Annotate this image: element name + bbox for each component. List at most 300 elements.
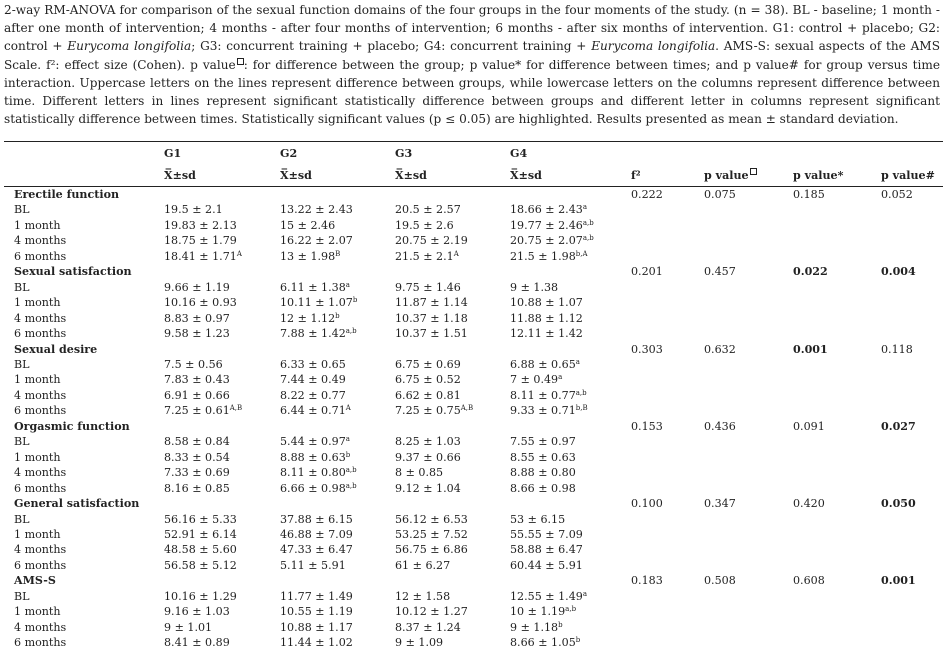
empty-cell bbox=[395, 342, 510, 357]
time-label: BL bbox=[14, 435, 30, 449]
value-cell bbox=[280, 372, 395, 387]
value-cell bbox=[164, 311, 280, 326]
header-stat: X̅±sd bbox=[280, 164, 395, 187]
empty-cell bbox=[510, 496, 631, 511]
value-cell bbox=[164, 527, 280, 542]
empty-cell bbox=[704, 372, 793, 387]
value-cell bbox=[510, 604, 631, 619]
empty-cell bbox=[881, 465, 943, 480]
empty-cell bbox=[631, 434, 704, 449]
empty-cell bbox=[793, 434, 881, 449]
mean-sd: 56.75 ± 6.86 bbox=[395, 543, 468, 557]
value-cell bbox=[164, 388, 280, 403]
value-cell bbox=[280, 512, 395, 527]
empty-cell bbox=[793, 635, 881, 650]
table-row bbox=[4, 604, 943, 619]
mean-sd: 10.37 ± 1.51 bbox=[395, 327, 468, 341]
value-cell bbox=[510, 218, 631, 233]
mean-sd: 55.55 ± 7.09 bbox=[510, 527, 583, 541]
mean-sd: 8.16 ± 0.85 bbox=[164, 481, 230, 495]
header-stat: X̅±sd bbox=[510, 164, 631, 187]
value-cell bbox=[510, 388, 631, 403]
value-cell bbox=[280, 481, 395, 496]
value-cell bbox=[280, 311, 395, 326]
empty-cell bbox=[164, 187, 280, 203]
significance-letter: b bbox=[352, 296, 358, 305]
mean-sd: 7.33 ± 0.69 bbox=[164, 466, 230, 480]
time-label: 6 months bbox=[14, 481, 67, 495]
empty-cell bbox=[631, 326, 704, 341]
empty-cell bbox=[704, 558, 793, 573]
p-time-value: 0.185 bbox=[793, 188, 825, 201]
mean-sd: 10.16 ± 1.29 bbox=[164, 589, 237, 603]
time-label: BL bbox=[14, 203, 30, 217]
significance-letter: a bbox=[345, 280, 350, 289]
empty-cell bbox=[793, 326, 881, 341]
value-cell bbox=[510, 465, 631, 480]
empty-cell bbox=[704, 218, 793, 233]
mean-sd: 10.55 ± 1.19 bbox=[280, 605, 353, 619]
header-p-interaction: p value# bbox=[881, 164, 943, 187]
mean-sd: 53.25 ± 7.52 bbox=[395, 527, 468, 541]
empty-cell bbox=[631, 635, 704, 650]
significance-letter: b,A bbox=[575, 249, 588, 258]
mean-sd: 9.16 ± 1.03 bbox=[164, 605, 230, 619]
empty-cell bbox=[631, 589, 704, 604]
value-cell bbox=[164, 218, 280, 233]
significance-letter: b bbox=[335, 311, 340, 320]
empty-cell bbox=[881, 589, 943, 604]
significance-letter: a,b bbox=[565, 605, 577, 614]
empty-cell bbox=[793, 280, 881, 295]
empty-cell bbox=[631, 388, 704, 403]
mean-sd: 47.33 ± 6.47 bbox=[280, 543, 353, 557]
mean-sd: 16.22 ± 2.07 bbox=[280, 234, 353, 248]
value-cell bbox=[164, 450, 280, 465]
significance-letter: a,b bbox=[345, 327, 357, 336]
mean-sd: 6.33 ± 0.65 bbox=[280, 357, 346, 371]
value-cell bbox=[164, 512, 280, 527]
empty-cell bbox=[704, 604, 793, 619]
value-cell bbox=[510, 542, 631, 557]
value-cell bbox=[395, 604, 510, 619]
value-cell bbox=[395, 481, 510, 496]
effect-size-value: 0.222 bbox=[631, 188, 663, 201]
value-cell bbox=[395, 434, 510, 449]
mean-sd: 9 ± 1.38 bbox=[510, 280, 559, 294]
empty-cell bbox=[395, 573, 510, 588]
empty-cell bbox=[164, 419, 280, 434]
value-cell bbox=[510, 635, 631, 650]
mean-sd: 46.88 ± 7.09 bbox=[280, 527, 353, 541]
value-cell bbox=[164, 202, 280, 217]
empty-cell bbox=[793, 589, 881, 604]
domain-name: General satisfaction bbox=[14, 497, 140, 511]
value-cell bbox=[395, 357, 510, 372]
significance-letter: a bbox=[582, 589, 587, 598]
domain-row bbox=[4, 419, 943, 434]
table-row bbox=[4, 311, 943, 326]
empty-cell bbox=[793, 202, 881, 217]
empty-cell bbox=[881, 202, 943, 217]
value-cell bbox=[280, 202, 395, 217]
empty-cell bbox=[793, 233, 881, 248]
time-label: BL bbox=[14, 512, 30, 526]
table-row bbox=[4, 481, 943, 496]
value-cell bbox=[280, 249, 395, 264]
table-row bbox=[4, 372, 943, 387]
mean-sd: 13 ± 1.98 bbox=[280, 249, 336, 263]
p-interaction-value: 0.052 bbox=[881, 188, 913, 201]
value-cell bbox=[164, 604, 280, 619]
empty-cell bbox=[631, 295, 704, 310]
value-cell bbox=[395, 635, 510, 650]
significance-letter: b bbox=[345, 450, 351, 459]
mean-sd: 5.11 ± 5.91 bbox=[280, 558, 346, 572]
value-cell bbox=[395, 465, 510, 480]
value-cell bbox=[164, 326, 280, 341]
empty-cell bbox=[793, 311, 881, 326]
mean-sd: 10.12 ± 1.27 bbox=[395, 605, 468, 619]
empty-cell bbox=[793, 604, 881, 619]
empty-cell bbox=[631, 542, 704, 557]
empty-cell bbox=[793, 450, 881, 465]
mean-sd: 9.33 ± 0.71 bbox=[510, 404, 576, 418]
empty-cell bbox=[164, 573, 280, 588]
mean-sd: 61 ± 6.27 bbox=[395, 558, 451, 572]
value-cell bbox=[280, 326, 395, 341]
caption-text: ; G3: concurrent training + placebo; G4: concurrent training + bbox=[191, 39, 592, 54]
empty-cell bbox=[881, 635, 943, 650]
time-label: 1 month bbox=[14, 218, 61, 232]
mean-sd: 11.88 ± 1.12 bbox=[510, 311, 583, 325]
header-stat: X̅±sd bbox=[395, 164, 510, 187]
value-cell bbox=[280, 450, 395, 465]
empty-cell bbox=[631, 202, 704, 217]
p-time-value: 0.091 bbox=[793, 419, 825, 433]
mean-sd: 11.77 ± 1.49 bbox=[280, 589, 353, 603]
empty-cell bbox=[704, 311, 793, 326]
mean-sd: 53 ± 6.15 bbox=[510, 512, 566, 526]
mean-sd: 20.5 ± 2.57 bbox=[395, 203, 461, 217]
empty-cell bbox=[881, 372, 943, 387]
time-label: 1 month bbox=[14, 296, 61, 310]
empty-cell bbox=[704, 388, 793, 403]
mean-sd: 8.33 ± 0.54 bbox=[164, 450, 230, 464]
table-caption bbox=[4, 1, 940, 128]
mean-sd: 7.25 ± 0.75 bbox=[395, 404, 461, 418]
mean-sd: 7.88 ± 1.42 bbox=[280, 327, 346, 341]
domain-row bbox=[4, 496, 943, 511]
table-row bbox=[4, 249, 943, 264]
value-cell bbox=[164, 635, 280, 650]
p-interaction-value: 0.027 bbox=[881, 419, 916, 433]
table-row bbox=[4, 512, 943, 527]
significance-letter: A,B bbox=[460, 404, 474, 413]
mean-sd: 7.5 ± 0.56 bbox=[164, 357, 223, 371]
value-cell bbox=[280, 620, 395, 635]
mean-sd: 12.11 ± 1.42 bbox=[510, 327, 583, 341]
empty-cell bbox=[631, 372, 704, 387]
empty-cell bbox=[793, 295, 881, 310]
empty-cell bbox=[704, 512, 793, 527]
empty-cell bbox=[704, 434, 793, 449]
header-group-g1: G1 bbox=[164, 142, 280, 165]
value-cell bbox=[280, 434, 395, 449]
time-label: 6 months bbox=[14, 404, 67, 418]
empty-cell bbox=[704, 295, 793, 310]
mean-sd: 10.88 ± 1.07 bbox=[510, 296, 583, 310]
p-interaction-value: 0.118 bbox=[881, 342, 913, 356]
empty-cell bbox=[631, 218, 704, 233]
empty-cell bbox=[704, 542, 793, 557]
value-cell bbox=[510, 527, 631, 542]
value-cell bbox=[510, 311, 631, 326]
domain-name: Sexual desire bbox=[14, 342, 98, 356]
mean-sd: 10.88 ± 1.17 bbox=[280, 620, 353, 634]
mean-sd: 12 ± 1.12 bbox=[280, 311, 336, 325]
mean-sd: 19.77 ± 2.46 bbox=[510, 218, 583, 232]
header-group-g2: G2 bbox=[280, 142, 395, 165]
empty-cell bbox=[793, 372, 881, 387]
p-interaction-value: 0.004 bbox=[881, 265, 916, 279]
mean-sd: 11.87 ± 1.14 bbox=[395, 296, 468, 310]
empty-cell bbox=[793, 388, 881, 403]
value-cell bbox=[164, 542, 280, 557]
caption-species: Eurycoma longifolia bbox=[591, 39, 716, 54]
mean-sd: 10 ± 1.19 bbox=[510, 605, 566, 619]
empty-cell bbox=[881, 326, 943, 341]
mean-sd: 8.58 ± 0.84 bbox=[164, 435, 230, 449]
time-label: 6 months bbox=[14, 636, 67, 650]
empty-cell bbox=[704, 527, 793, 542]
empty-cell bbox=[280, 419, 395, 434]
empty-cell bbox=[881, 558, 943, 573]
significance-letter: B bbox=[335, 249, 341, 258]
significance-letter: a,b bbox=[345, 481, 357, 490]
empty-cell bbox=[881, 604, 943, 619]
mean-sd: 56.12 ± 6.53 bbox=[395, 512, 468, 526]
mean-sd: 19.83 ± 2.13 bbox=[164, 218, 237, 232]
value-cell bbox=[395, 403, 510, 418]
empty-cell bbox=[631, 233, 704, 248]
empty-cell bbox=[704, 202, 793, 217]
value-cell bbox=[164, 249, 280, 264]
empty-cell bbox=[395, 264, 510, 279]
empty-cell bbox=[631, 450, 704, 465]
p-group-value: 0.075 bbox=[704, 188, 736, 201]
table-row bbox=[4, 357, 943, 372]
empty-cell bbox=[793, 357, 881, 372]
empty-cell bbox=[881, 218, 943, 233]
empty-cell bbox=[631, 280, 704, 295]
time-label: 4 months bbox=[14, 388, 67, 402]
time-label: 4 months bbox=[14, 620, 67, 634]
value-cell bbox=[510, 357, 631, 372]
value-cell bbox=[164, 403, 280, 418]
significance-letter: a,b bbox=[575, 388, 587, 397]
value-cell bbox=[395, 388, 510, 403]
mean-sd: 56.58 ± 5.12 bbox=[164, 558, 237, 572]
mean-sd: 6.44 ± 0.71 bbox=[280, 404, 346, 418]
value-cell bbox=[280, 280, 395, 295]
significance-letter: b,B bbox=[575, 404, 588, 413]
mean-sd: 60.44 ± 5.91 bbox=[510, 558, 583, 572]
p-time-value: 0.420 bbox=[793, 497, 825, 511]
mean-sd: 7.83 ± 0.43 bbox=[164, 373, 230, 387]
value-cell bbox=[280, 635, 395, 650]
value-cell bbox=[164, 280, 280, 295]
mean-sd: 9 ± 1.01 bbox=[164, 620, 213, 634]
empty-cell bbox=[631, 249, 704, 264]
mean-sd: 21.5 ± 2.1 bbox=[395, 249, 454, 263]
mean-sd: 9 ± 1.18 bbox=[510, 620, 559, 634]
value-cell bbox=[164, 357, 280, 372]
value-cell bbox=[510, 589, 631, 604]
empty-cell bbox=[793, 542, 881, 557]
empty-cell bbox=[881, 233, 943, 248]
p-group-value: 0.347 bbox=[704, 497, 736, 511]
results-table bbox=[4, 141, 943, 651]
empty-cell bbox=[704, 481, 793, 496]
effect-size-value: 0.303 bbox=[631, 342, 663, 356]
domain-name: Orgasmic function bbox=[14, 419, 130, 433]
empty-cell bbox=[631, 558, 704, 573]
header-stat: X̅±sd bbox=[164, 164, 280, 187]
square-symbol-icon bbox=[237, 58, 244, 65]
empty-cell bbox=[510, 573, 631, 588]
value-cell bbox=[280, 388, 395, 403]
empty-cell bbox=[704, 403, 793, 418]
value-cell bbox=[510, 481, 631, 496]
mean-sd: 6.75 ± 0.52 bbox=[395, 373, 461, 387]
empty-cell bbox=[881, 357, 943, 372]
time-label: BL bbox=[14, 589, 30, 603]
empty-cell bbox=[793, 481, 881, 496]
time-label: 6 months bbox=[14, 249, 67, 263]
mean-sd: 18.41 ± 1.71 bbox=[164, 249, 237, 263]
value-cell bbox=[280, 403, 395, 418]
p-group-value: 0.508 bbox=[704, 574, 736, 588]
empty-cell bbox=[395, 419, 510, 434]
empty-cell bbox=[793, 218, 881, 233]
mean-sd: 9.58 ± 1.23 bbox=[164, 327, 230, 341]
square-symbol-icon bbox=[750, 168, 757, 175]
value-cell bbox=[280, 465, 395, 480]
empty-cell bbox=[793, 512, 881, 527]
empty-cell bbox=[631, 512, 704, 527]
mean-sd: 8.88 ± 0.63 bbox=[280, 450, 346, 464]
value-cell bbox=[395, 202, 510, 217]
mean-sd: 6.11 ± 1.38 bbox=[280, 280, 346, 294]
effect-size-value: 0.183 bbox=[631, 574, 663, 588]
caption-text: 2-way RM-ANOVA for comparison of the sexual function domains of the four groups in the four moments of the study. (n = 38). BL - baseline; 1 month - after one month of intervention; 4 months - after four months of intervention; 6 months - after six months of intervention. G1: control + placebo; G2: control + bbox=[4, 3, 940, 54]
empty-cell bbox=[510, 264, 631, 279]
value-cell bbox=[164, 372, 280, 387]
caption-text: . AMS-S: sexual aspects of the AMS Scale. f²: effect size (Cohen). p value bbox=[4, 39, 940, 72]
table-row bbox=[4, 295, 943, 310]
mean-sd: 10.16 ± 0.93 bbox=[164, 296, 237, 310]
mean-sd: 8.55 ± 0.63 bbox=[510, 450, 576, 464]
empty-cell bbox=[881, 434, 943, 449]
time-label: 4 months bbox=[14, 311, 67, 325]
mean-sd: 8 ± 0.85 bbox=[395, 466, 444, 480]
value-cell bbox=[395, 542, 510, 557]
significance-letter: b bbox=[558, 620, 563, 629]
mean-sd: 9.75 ± 1.46 bbox=[395, 280, 461, 294]
mean-sd: 9.12 ± 1.04 bbox=[395, 481, 461, 495]
mean-sd: 9.37 ± 0.66 bbox=[395, 450, 461, 464]
significance-letter: a,b bbox=[345, 466, 357, 475]
mean-sd: 6.62 ± 0.81 bbox=[395, 388, 461, 402]
empty-cell bbox=[510, 187, 631, 203]
empty-cell bbox=[793, 249, 881, 264]
domain-row bbox=[4, 342, 943, 357]
value-cell bbox=[510, 295, 631, 310]
header-p-group: p value bbox=[704, 164, 793, 187]
value-cell bbox=[395, 326, 510, 341]
empty-cell bbox=[881, 280, 943, 295]
empty-cell bbox=[704, 589, 793, 604]
value-cell bbox=[395, 249, 510, 264]
empty-cell bbox=[395, 187, 510, 203]
empty-cell bbox=[280, 342, 395, 357]
significance-letter: a bbox=[582, 203, 587, 212]
mean-sd: 9 ± 1.09 bbox=[395, 636, 444, 650]
value-cell bbox=[280, 527, 395, 542]
empty-cell bbox=[881, 512, 943, 527]
empty-cell bbox=[280, 264, 395, 279]
value-cell bbox=[280, 295, 395, 310]
table-row bbox=[4, 388, 943, 403]
mean-sd: 13.22 ± 2.43 bbox=[280, 203, 353, 217]
mean-sd: 12.55 ± 1.49 bbox=[510, 589, 583, 603]
mean-sd: 10.11 ± 1.07 bbox=[280, 296, 353, 310]
mean-sd: 7.25 ± 0.61 bbox=[164, 404, 230, 418]
mean-sd: 8.11 ± 0.77 bbox=[510, 388, 576, 402]
mean-sd: 48.58 ± 5.60 bbox=[164, 543, 237, 557]
mean-sd: 6.75 ± 0.69 bbox=[395, 357, 461, 371]
significance-letter: a bbox=[558, 373, 563, 382]
empty-cell bbox=[704, 635, 793, 650]
domain-row bbox=[4, 264, 943, 279]
table-row bbox=[4, 280, 943, 295]
value-cell bbox=[510, 558, 631, 573]
empty-cell bbox=[631, 311, 704, 326]
empty-cell bbox=[704, 450, 793, 465]
significance-letter: a,b bbox=[582, 234, 594, 243]
time-label: 6 months bbox=[14, 558, 67, 572]
value-cell bbox=[164, 481, 280, 496]
p-group-value: 0.436 bbox=[704, 419, 736, 433]
table-row bbox=[4, 450, 943, 465]
header-group-g4: G4 bbox=[510, 142, 631, 165]
mean-sd: 8.66 ± 1.05 bbox=[510, 636, 576, 650]
table-row bbox=[4, 403, 943, 418]
mean-sd: 8.83 ± 0.97 bbox=[164, 311, 230, 325]
mean-sd: 20.75 ± 2.07 bbox=[510, 234, 583, 248]
value-cell bbox=[395, 218, 510, 233]
significance-letter: a,b bbox=[582, 218, 594, 227]
mean-sd: 7.55 ± 0.97 bbox=[510, 435, 576, 449]
p-time-value: 0.022 bbox=[793, 265, 828, 279]
empty-cell bbox=[793, 465, 881, 480]
value-cell bbox=[280, 233, 395, 248]
mean-sd: 52.91 ± 6.14 bbox=[164, 527, 237, 541]
mean-sd: 37.88 ± 6.15 bbox=[280, 512, 353, 526]
mean-sd: 8.37 ± 1.24 bbox=[395, 620, 461, 634]
empty-cell bbox=[510, 419, 631, 434]
